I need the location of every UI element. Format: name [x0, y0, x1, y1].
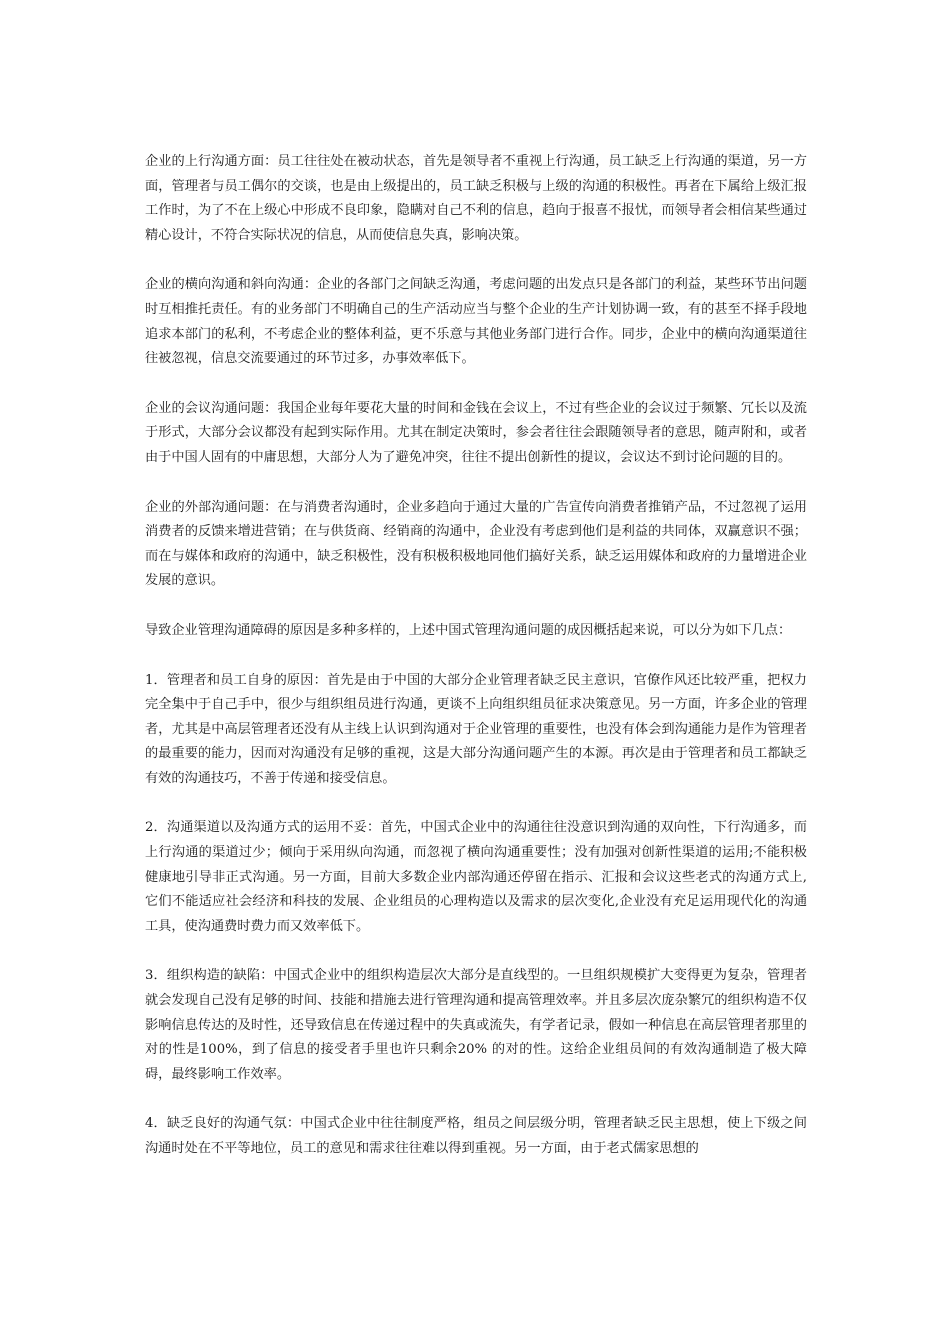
paragraph-cause-3: 3．组织构造的缺陷：中国式企业中的组织构造层次大部分是直线型的。一旦组织规模扩大变得更为复杂，管理者就会发现自己没有足够的时间、技能和措施去进行管理沟通和提高管理效率。并且多层次庞杂繁冗的组织构造不仅影响信息传达的及时性，还导致信息在传递过程中的失真或流失，有学者记录，假如一种信息在高层管理者那里的对的性是100%，到了信息的接受者手里也许只剩余20% 的对的性。这给企业组员间的有效沟通制造了极大障碍，最终影响工作效率。: [145, 968, 807, 1082]
paragraph-cause-2: 2．沟通渠道以及沟通方式的运用不妥：首先，中国式企业中的沟通往往没意识到沟通的双向性，下行沟通多，而上行沟通的渠道过少；倾向于采用纵向沟通，而忽视了横向沟通重要性；没有加强对创新性渠道的运用;不能积极健康地引导非正式沟通。另一方面，目前大多数企业内部沟通还停留在指示、汇报和会议这些老式的沟通方式上,它们不能适应社会经济和科技的发展、企业组员的心理构造以及需求的层次变化,企业没有充足运用现代化的沟通工具，使沟通费时费力而又效率低下。: [145, 820, 807, 934]
paragraph-upward-communication: 企业的上行沟通方面：员工往往处在被动状态，首先是领导者不重视上行沟通，员工缺乏上行沟通的渠道，另一方面，管理者与员工偶尔的交谈，也是由上级提出的，员工缺乏积极与上级的沟通的积极性。再者在下属给上级汇报工作时，为了不在上级心中形成不良印象，隐瞒对自己不利的信息，趋向于报喜不报忧，而领导者会相信某些通过精心设计，不符合实际状况的信息，从而使信息失真，影响决策。: [145, 154, 807, 243]
paragraph-horizontal-communication: 企业的横向沟通和斜向沟通：企业的各部门之间缺乏沟通，考虑问题的出发点只是各部门的利益，某些环节出问题时互相推托责任。有的业务部门不明确自己的生产活动应当与整个企业的生产计划协调一致，有的甚至不择手段地追求本部门的私利，不考虑企业的整体利益，更不乐意与其他业务部门进行合作。同步，企业中的横向沟通渠道往往被忽视，信息交流要通过的环节过多，办事效率低下。: [145, 277, 807, 367]
paragraph-cause-1: 1．管理者和员工自身的原因：首先是由于中国的大部分企业管理者缺乏民主意识，官僚作风还比较严重，把权力完全集中于自己手中，很少与组织组员进行沟通，更谈不上向组织组员征求决策意见。另一方面，许多企业的管理者，尤其是中高层管理者还没有从主线上认识到沟通对于企业管理的重要性，也没有体会到沟通能力是作为管理者的最重要的能力，因而对沟通没有足够的重视，这是大部分沟通问题产生的本源。再次是由于管理者和员工都缺乏有效的沟通技巧，不善于传递和接受信息。: [145, 672, 807, 786]
paragraph-cause-4: 4．缺乏良好的沟通气氛：中国式企业中往往制度严格，组员之间层级分明，管理者缺乏民主思想，使上下级之间沟通时处在不平等地位，员工的意见和需求往往难以得到重视。另一方面，由于老式儒家思想的: [145, 1116, 807, 1156]
document-body: [145, 150, 807, 1187]
paragraph-external-communication: 企业的外部沟通问题：在与消费者沟通时，企业多趋向于通过大量的广告宣传向消费者推销产品，不过忽视了运用消费者的反馈来增进营销；在与供货商、经销商的沟通中，企业没有考虑到他们是利益的共同体，双赢意识不强；而在与媒体和政府的沟通中，缺乏积极性，没有积极积极地同他们搞好关系，缺乏运用媒体和政府的力量增进企业发展的意识。: [145, 499, 807, 589]
paragraph-causes-intro: 导致企业管理沟通障碍的原因是多种多样的，上述中国式管理沟通问题的成因概括起来说，可以分为如下几点：: [145, 622, 792, 638]
paragraph-meeting-communication: 企业的会议沟通问题：我国企业每年要花大量的时间和金钱在会议上，不过有些企业的会议过于频繁、冗长以及流于形式，大部分会议都没有起到实际作用。尤其在制定决策时，参会者往往会跟随领导者的意思，随声附和，或者由于中国人固有的中庸思想，大部分人为了避免冲突，往往不提出创新性的提议，会议达不到讨论问题的目的。: [145, 400, 807, 465]
